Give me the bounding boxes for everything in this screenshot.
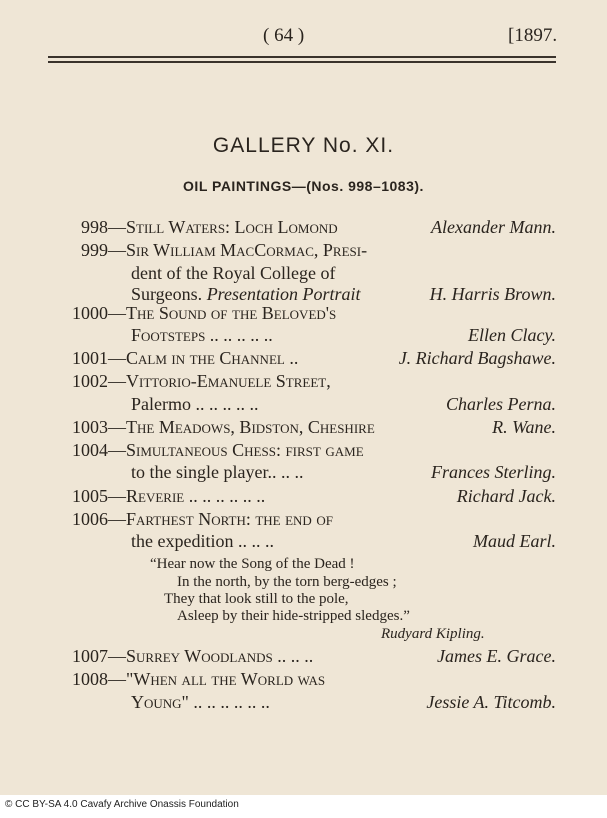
entry-note: Presentation Portrait bbox=[206, 284, 361, 304]
entry-title: —Vittorio-Emanuele Street, bbox=[108, 371, 331, 391]
entry-artist: Charles Perna. bbox=[446, 394, 556, 414]
entry-number: 1000 bbox=[72, 303, 108, 323]
entry-title: —The Sound of the Beloved's bbox=[108, 303, 337, 323]
year-label: [1897. bbox=[508, 25, 558, 46]
entry-number: 999 bbox=[81, 240, 108, 260]
header-rule-top bbox=[48, 56, 556, 58]
entry-title: Young" .. .. .. .. .. .. bbox=[131, 692, 270, 712]
entry-title: Palermo .. .. .. .. .. bbox=[131, 394, 259, 414]
poem-line: “Hear now the Song of the Dead ! bbox=[150, 556, 355, 572]
entry-number: 1007 bbox=[72, 646, 108, 666]
entry-title: —Reverie .. .. .. .. .. .. bbox=[108, 486, 266, 506]
license-credit: © CC BY-SA 4.0 Cavafy Archive Onassis Foundation bbox=[5, 799, 239, 810]
page-number: ( 64 ) bbox=[263, 25, 305, 46]
header-rule-bottom bbox=[48, 61, 556, 63]
poem-attribution: Rudyard Kipling. bbox=[381, 626, 485, 642]
entry-number: 1002 bbox=[72, 371, 108, 391]
entry-artist: Ellen Clacy. bbox=[468, 325, 556, 345]
entry-artist: R. Wane. bbox=[492, 417, 556, 437]
poem-line: They that look still to the pole, bbox=[164, 591, 349, 607]
entry-title: —The Meadows, Bidston, Cheshire bbox=[108, 417, 375, 437]
entry-title: —Surrey Woodlands .. .. .. bbox=[108, 646, 314, 666]
entry-title: —"When all the World was bbox=[108, 669, 326, 689]
entry-number: 998 bbox=[81, 217, 108, 237]
entry-title: —Sir William MacCormac, Presi- bbox=[108, 240, 368, 260]
entry-artist: Richard Jack. bbox=[456, 486, 556, 506]
entry-title: —Farthest North: the end of bbox=[108, 509, 333, 529]
entry-title: dent of the Royal College of bbox=[131, 263, 336, 283]
entry-artist: Jessie A. Titcomb. bbox=[426, 692, 556, 712]
entry-artist: James E. Grace. bbox=[437, 646, 556, 666]
entry-title: —Calm in the Channel .. bbox=[108, 348, 299, 368]
entry-number: 1003 bbox=[72, 417, 108, 437]
gallery-title: GALLERY No. XI. bbox=[212, 134, 395, 157]
poem-line: Asleep by their hide-stripped sledges.” bbox=[177, 608, 410, 624]
gallery-subtitle: OIL PAINTINGS—(Nos. 998–1083). bbox=[183, 178, 424, 194]
entry-title: the expedition .. .. .. bbox=[131, 531, 274, 551]
entry-title: Footsteps .. .. .. .. .. bbox=[131, 325, 273, 345]
entry-number: 1005 bbox=[72, 486, 108, 506]
entry-number: 1006 bbox=[72, 509, 108, 529]
entry-title: —Simultaneous Chess: first game bbox=[108, 440, 364, 460]
entry-title: —Still Waters: Loch Lomond bbox=[108, 217, 338, 237]
entry-number: 1008 bbox=[72, 669, 108, 689]
entry-artist: Alexander Mann. bbox=[431, 217, 556, 237]
entry-artist: Maud Earl. bbox=[473, 531, 556, 551]
entry-title: to the single player.. .. .. bbox=[131, 462, 304, 482]
entry-artist: H. Harris Brown. bbox=[429, 284, 556, 304]
entry-artist: Frances Sterling. bbox=[431, 462, 556, 482]
entry-artist: J. Richard Bagshawe. bbox=[398, 348, 556, 368]
poem-line: In the north, by the torn berg-edges ; bbox=[177, 574, 397, 590]
entry-number: 1001 bbox=[72, 348, 108, 368]
entry-title: Surgeons. Presentation Portrait bbox=[131, 284, 361, 304]
entry-number: 1004 bbox=[72, 440, 108, 460]
